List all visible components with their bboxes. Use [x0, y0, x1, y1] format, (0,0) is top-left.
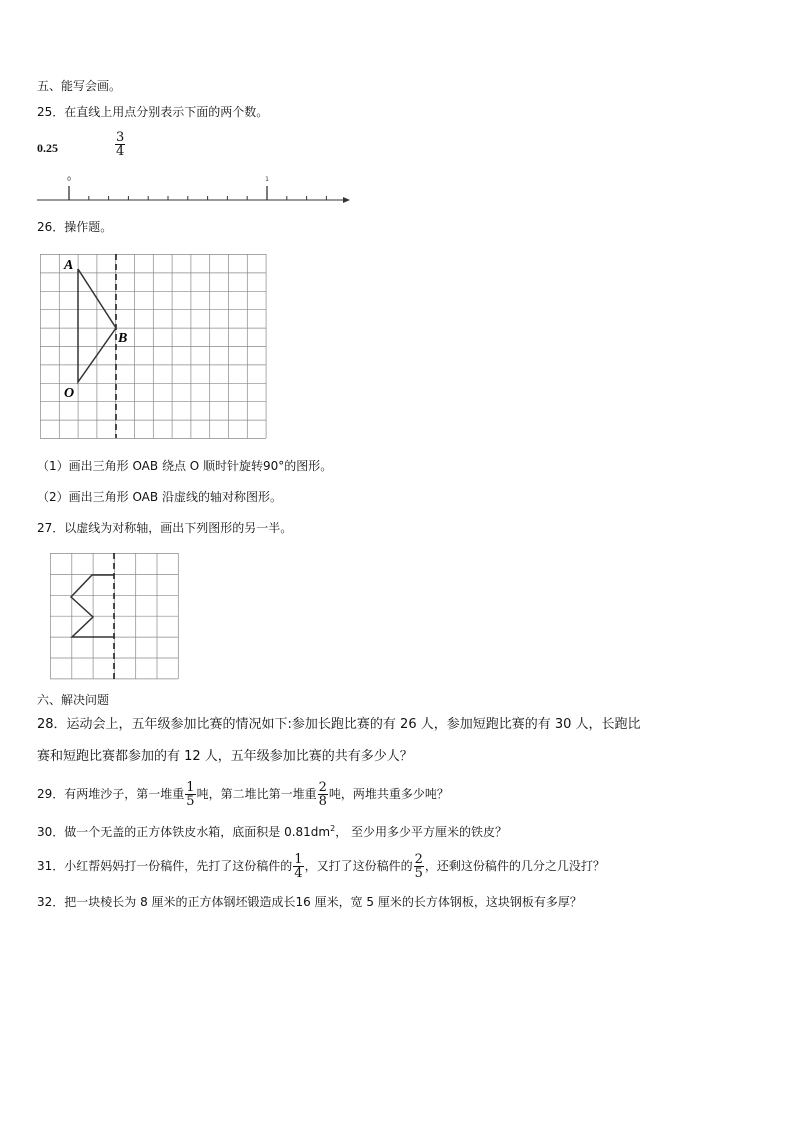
q29-text-2: 吨，第二堆比第一堆重 — [196, 787, 317, 801]
question-30 — [37, 821, 507, 840]
q31-text-3: ，还剩这份稿件的几分之几没打？ — [424, 859, 605, 873]
q25-decimal-value: 0.25 — [37, 141, 58, 155]
number-line-arrow-icon — [343, 197, 350, 203]
q29-text-1: 29．有两堆沙子，第一堆重 — [37, 787, 185, 801]
question-32-text: 32．把一块棱长为 8 厘米的正方体钢坯锻造成长16 厘米，宽 5 厘米的长方体钢板，这块钢板有多厚？ — [37, 895, 582, 909]
question-27-text: 27．以虚线为对称轴，画出下列图形的另一半。 — [37, 521, 293, 535]
question-31 — [37, 848, 605, 884]
half-figure — [71, 575, 114, 637]
q25-fraction — [114, 131, 126, 158]
q25-fraction-numerator: 3 — [116, 130, 125, 145]
point-label-b: B — [118, 331, 128, 346]
q26-subquestion-2: （2）画出三角形 OAB 沿虚线的轴对称图形。 — [37, 490, 282, 504]
q31-frac2-den: 5 — [414, 866, 423, 881]
q29-frac2-num: 2 — [318, 780, 327, 795]
question-25-text: 25．在直线上用点分别表示下面的两个数。 — [37, 105, 269, 119]
q31-frac1-num: 1 — [294, 852, 303, 867]
q31-text-2: ，又打了这份稿件的 — [304, 859, 413, 873]
q31-frac1-den: 4 — [294, 866, 303, 881]
q27-grid-figure — [50, 553, 180, 681]
q26-subquestion-1: （1）画出三角形 OAB 绕点 O 顺时针旋转90°的图形。 — [37, 459, 333, 473]
number-line-label-1: 1 — [265, 176, 269, 183]
q31-frac2-num: 2 — [414, 852, 423, 867]
q30-text-2: ， 至少用多少平方厘米的铁皮？ — [335, 825, 508, 839]
section-5-heading: 五、能写会画。 — [37, 79, 122, 93]
q30-text-1: 30．做一个无盖的正方体铁皮水箱，底面积是 0.81dm — [37, 825, 331, 839]
q29-frac1-den: 5 — [186, 794, 195, 809]
question-28-line-1: 28．运动会上，五年级参加比赛的情况如下:参加长跑比赛的有 26 人，参加短跑比赛的有 30 人，长跑比 — [37, 717, 641, 732]
section-6-heading: 六、解决问题 — [37, 693, 110, 707]
q26-grid-figure — [40, 254, 266, 440]
question-29 — [37, 776, 449, 812]
q30-superscript: 2 — [330, 824, 336, 833]
q29-text-3: 吨，两堆共重多少吨？ — [328, 787, 449, 801]
question-28-line-2: 赛和短跑比赛都参加的有 12 人，五年级参加比赛的共有多少人？ — [37, 749, 413, 764]
number-line — [36, 172, 356, 208]
q31-text-1: 31．小红帮妈妈打一份稿件，先打了这份稿件的 — [37, 859, 293, 873]
point-label-a: A — [64, 258, 74, 273]
q29-frac1-num: 1 — [186, 780, 195, 795]
point-label-o: O — [64, 386, 75, 401]
q25-fraction-denominator: 4 — [116, 144, 125, 159]
question-26-text: 26．操作题。 — [37, 220, 113, 234]
q29-frac2-den: 8 — [318, 794, 327, 809]
number-line-label-0: 0 — [67, 176, 71, 183]
